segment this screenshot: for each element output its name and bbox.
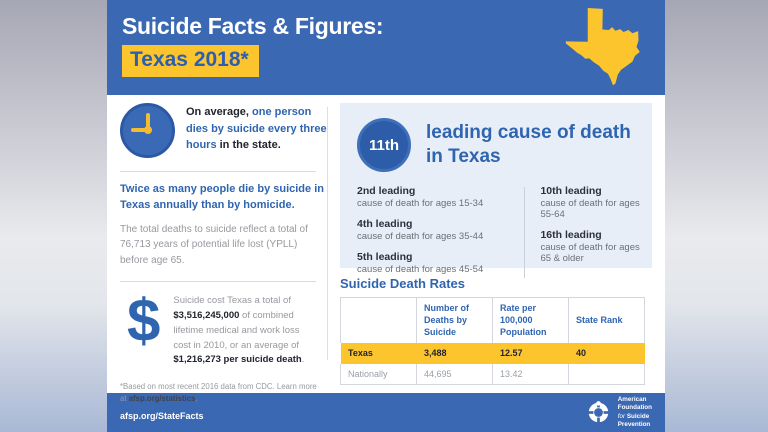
logo-suicide: Suicide: [625, 412, 650, 420]
clock-center-dot: [144, 126, 152, 134]
footnote-text: *Based on most recent 2016 data from CDC. Learn more at: [120, 381, 317, 403]
page-subtitle-highlight: [122, 45, 259, 77]
rank-desc: cause of death for ages 15-34: [357, 198, 484, 209]
left-column: [120, 101, 328, 404]
cost-pre: Suicide cost Texas a total of: [173, 295, 291, 307]
vertical-divider: [327, 107, 328, 360]
cell-deaths: 44,695: [417, 364, 493, 385]
list-item: [357, 218, 524, 242]
logo-for: for: [617, 412, 626, 420]
list-item: [357, 251, 524, 275]
clock-fact-text: [186, 104, 328, 158]
cell-state-rank: [569, 364, 645, 385]
leading-cause-title-line2: in Texas: [426, 146, 501, 167]
table-row: [341, 364, 645, 385]
rank-label: 16th leading: [540, 229, 602, 241]
table-title: Suicide Death Rates: [340, 276, 465, 291]
afsp-lifesaver-logo-icon: [585, 399, 612, 426]
dollar-sign-icon: $: [127, 287, 161, 355]
rank-list-left: [357, 185, 524, 284]
page-subtitle: Texas 2018*: [130, 48, 249, 71]
logo-line: [618, 413, 652, 421]
column-header-empty: [341, 298, 417, 343]
leading-cause-panel: [340, 103, 652, 275]
divider: [120, 281, 316, 282]
rank-desc: cause of death for ages 45-54: [357, 264, 484, 275]
right-column: [340, 103, 652, 385]
header: [107, 0, 665, 95]
footnote-end: .: [195, 393, 198, 403]
rank-label: 2nd leading: [357, 185, 416, 197]
footnote-link: afsp.org/statistics: [128, 393, 196, 403]
rank-list-right: [524, 185, 652, 284]
cost-fact-row: [120, 287, 328, 368]
table-row: [341, 343, 645, 364]
rank-desc: cause of death for ages 55-64: [540, 198, 640, 220]
list-item: [540, 185, 652, 220]
column-header-deaths: Number of Deaths by Suicide: [417, 298, 493, 343]
cost-fact-text: [173, 294, 319, 368]
logo-line: American: [617, 396, 647, 404]
divider: [120, 171, 316, 172]
list-item: [540, 229, 652, 264]
clock-fact-row: [120, 101, 328, 158]
death-rates-section: [340, 276, 652, 385]
rank-label: 4th leading: [357, 218, 413, 230]
rank-list: [340, 172, 652, 284]
rank-desc: cause of death for ages 65 & older: [540, 242, 640, 264]
cost-end: .: [301, 354, 305, 366]
clock-fact-pre: On average,: [186, 106, 253, 118]
clock-fact-post: in the state.: [219, 139, 281, 151]
cell-rate: 12.57: [493, 343, 569, 364]
cost-amount-per-death: $1,216,273 per suicide death: [173, 354, 302, 366]
infographic-slide: [107, 0, 665, 432]
afsp-logo: [585, 396, 652, 429]
leading-cause-header: [340, 103, 652, 172]
leading-cause-title: [426, 121, 631, 169]
rank-desc: cause of death for ages 35-44: [357, 231, 484, 242]
rank-badge: 11th: [357, 118, 411, 172]
cell-rate: 13.42: [493, 364, 569, 385]
list-item: [357, 185, 524, 209]
logo-line: Prevention: [617, 420, 651, 428]
page-title: Suicide Facts & Figures:: [122, 13, 384, 39]
cell-deaths: 3,488: [417, 343, 493, 364]
ypll-fact: The total deaths to suicide reflect a total of 76,713 years of potential life lost (YPLL) before age 65.: [120, 223, 308, 266]
leading-cause-title-line1: leading cause of death: [426, 122, 631, 144]
clock-fact-highlight: one person dies by suicide every three hours: [186, 106, 327, 151]
footer-url: afsp.org/StateFacts: [120, 410, 204, 421]
afsp-logo-text: [618, 396, 652, 429]
rank-label: 10th leading: [540, 185, 602, 197]
homicide-fact: Twice as many people die by suicide in Texas annually than by homicide.: [120, 183, 324, 211]
cell-state-rank: 40: [569, 343, 645, 364]
table-header-row: [341, 298, 645, 343]
row-label: Nationally: [341, 364, 417, 385]
cost-mid: of combined lifetime medical and work loss cost in 2010, or an average of: [173, 310, 300, 351]
logo-line: Foundation: [617, 404, 652, 412]
column-header-rate: Rate per 100,000 Population: [493, 298, 569, 343]
column-header-rank: State Rank: [569, 298, 645, 343]
footnote: [120, 381, 325, 404]
rank-label: 5th leading: [357, 251, 413, 263]
texas-map-icon: [559, 8, 649, 86]
clock-icon: [120, 103, 175, 158]
cost-amount-total: $3,516,245,000: [173, 310, 240, 322]
row-label: Texas: [341, 343, 417, 364]
death-rates-table: [340, 297, 645, 385]
